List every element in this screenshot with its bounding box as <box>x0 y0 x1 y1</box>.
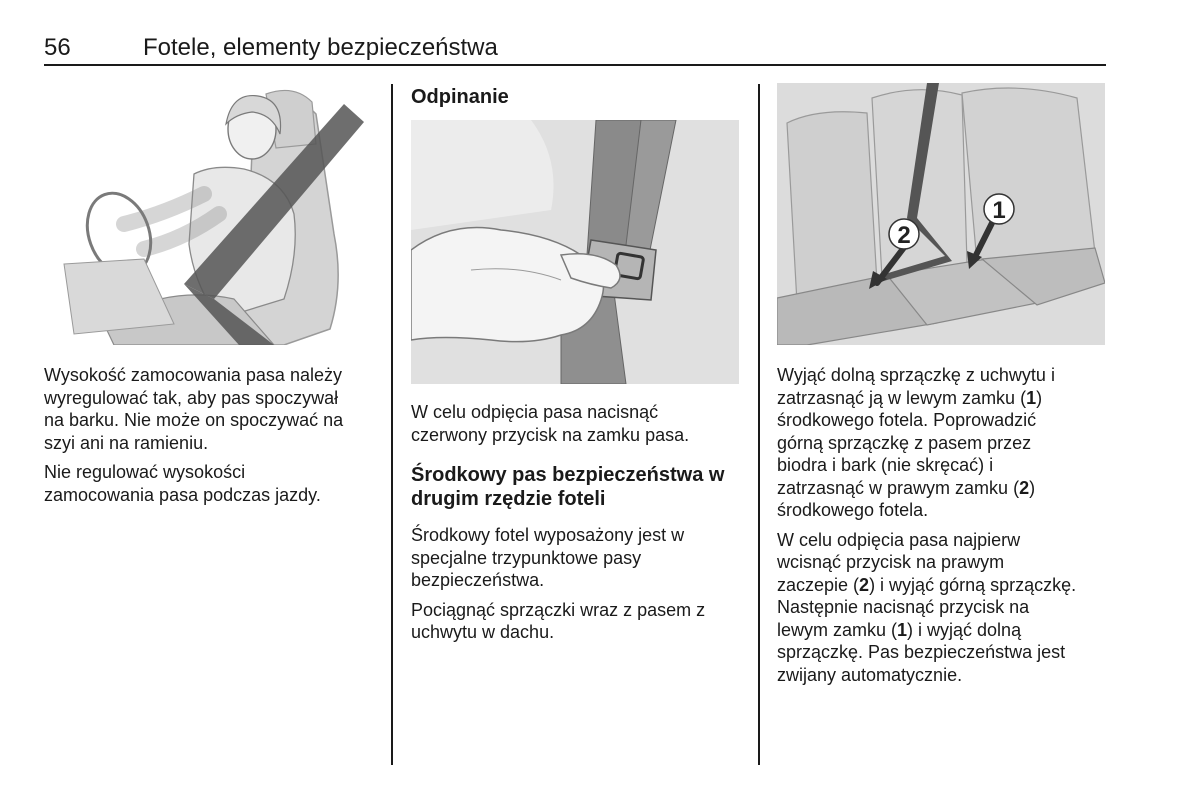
illustration-rear-seats <box>777 83 1105 345</box>
reference-1: 1 <box>1026 387 1037 408</box>
middle-paragraph-1: Środkowy fotel wyposażony jest w specjalne trzypunktowe pasy bezpieczeństwa. <box>411 525 685 590</box>
middle-paragraph-2: Pociągnąć sprzączki wraz z pasem z uchwytu w dachu. <box>411 599 706 642</box>
left-paragraph-1: Wysokość zamocowania pasa należy wyregulować tak, aby pas spoczywał na barku. Nie może on spoczywać na szyi ani na ramieniu. <box>44 365 344 453</box>
illustration-driver-seatbelt <box>44 84 372 345</box>
column-divider-left <box>391 84 393 765</box>
column-divider-right <box>758 84 760 765</box>
right-paragraph-2: W celu odpięcia pasa najpierw wcisnąć przycisk na prawym zaczepie (2) i wyjąć górną sprzączkę. Następnie nacisnąć przycisk na lewym zamku (1) i wyjąć dolną sprzączkę. Pas bezpieczeństwa jest zwijany automatycznie. <box>777 529 1077 685</box>
illustration-buckle-release <box>411 120 739 384</box>
header-rule <box>44 64 1106 66</box>
middle-paragraph-unbuckle: W celu odpięcia pasa nacisnąć czerwony przycisk na zamku pasa. <box>411 402 690 445</box>
reference-2: 2 <box>1019 477 1030 498</box>
left-text-block <box>44 364 384 506</box>
right-text-block <box>777 364 1117 686</box>
reference-2: 2 <box>859 574 870 595</box>
callout-1-label: 1 <box>992 197 1006 224</box>
right-paragraph-1: Wyjąć dolną sprzączkę z uchwytu i zatrzasnąć ją w lewym zamku (1) środkowego fotela. Poprowadzić górną sprzączkę z pasem przez biodra i bark (nie skręcać) i zatrzasnąć w prawym zamku (2) środkowego fotela. <box>777 365 1055 520</box>
middle-center-belt-text <box>411 524 751 644</box>
page-title: Fotele, elementy bezpieczeństwa <box>143 34 498 61</box>
reference-1: 1 <box>897 619 908 640</box>
heading-center-belt: Środkowy pas bezpieczeństwa w drugim rzędzie foteli <box>411 464 725 510</box>
callout-2-label: 2 <box>897 222 911 249</box>
page-number: 56 <box>44 34 71 61</box>
middle-unbuckle-text <box>411 401 751 446</box>
heading-unbuckle: Odpinanie <box>411 86 509 108</box>
left-paragraph-2: Nie regulować wysokości zamocowania pasa podczas jazdy. <box>44 462 321 505</box>
